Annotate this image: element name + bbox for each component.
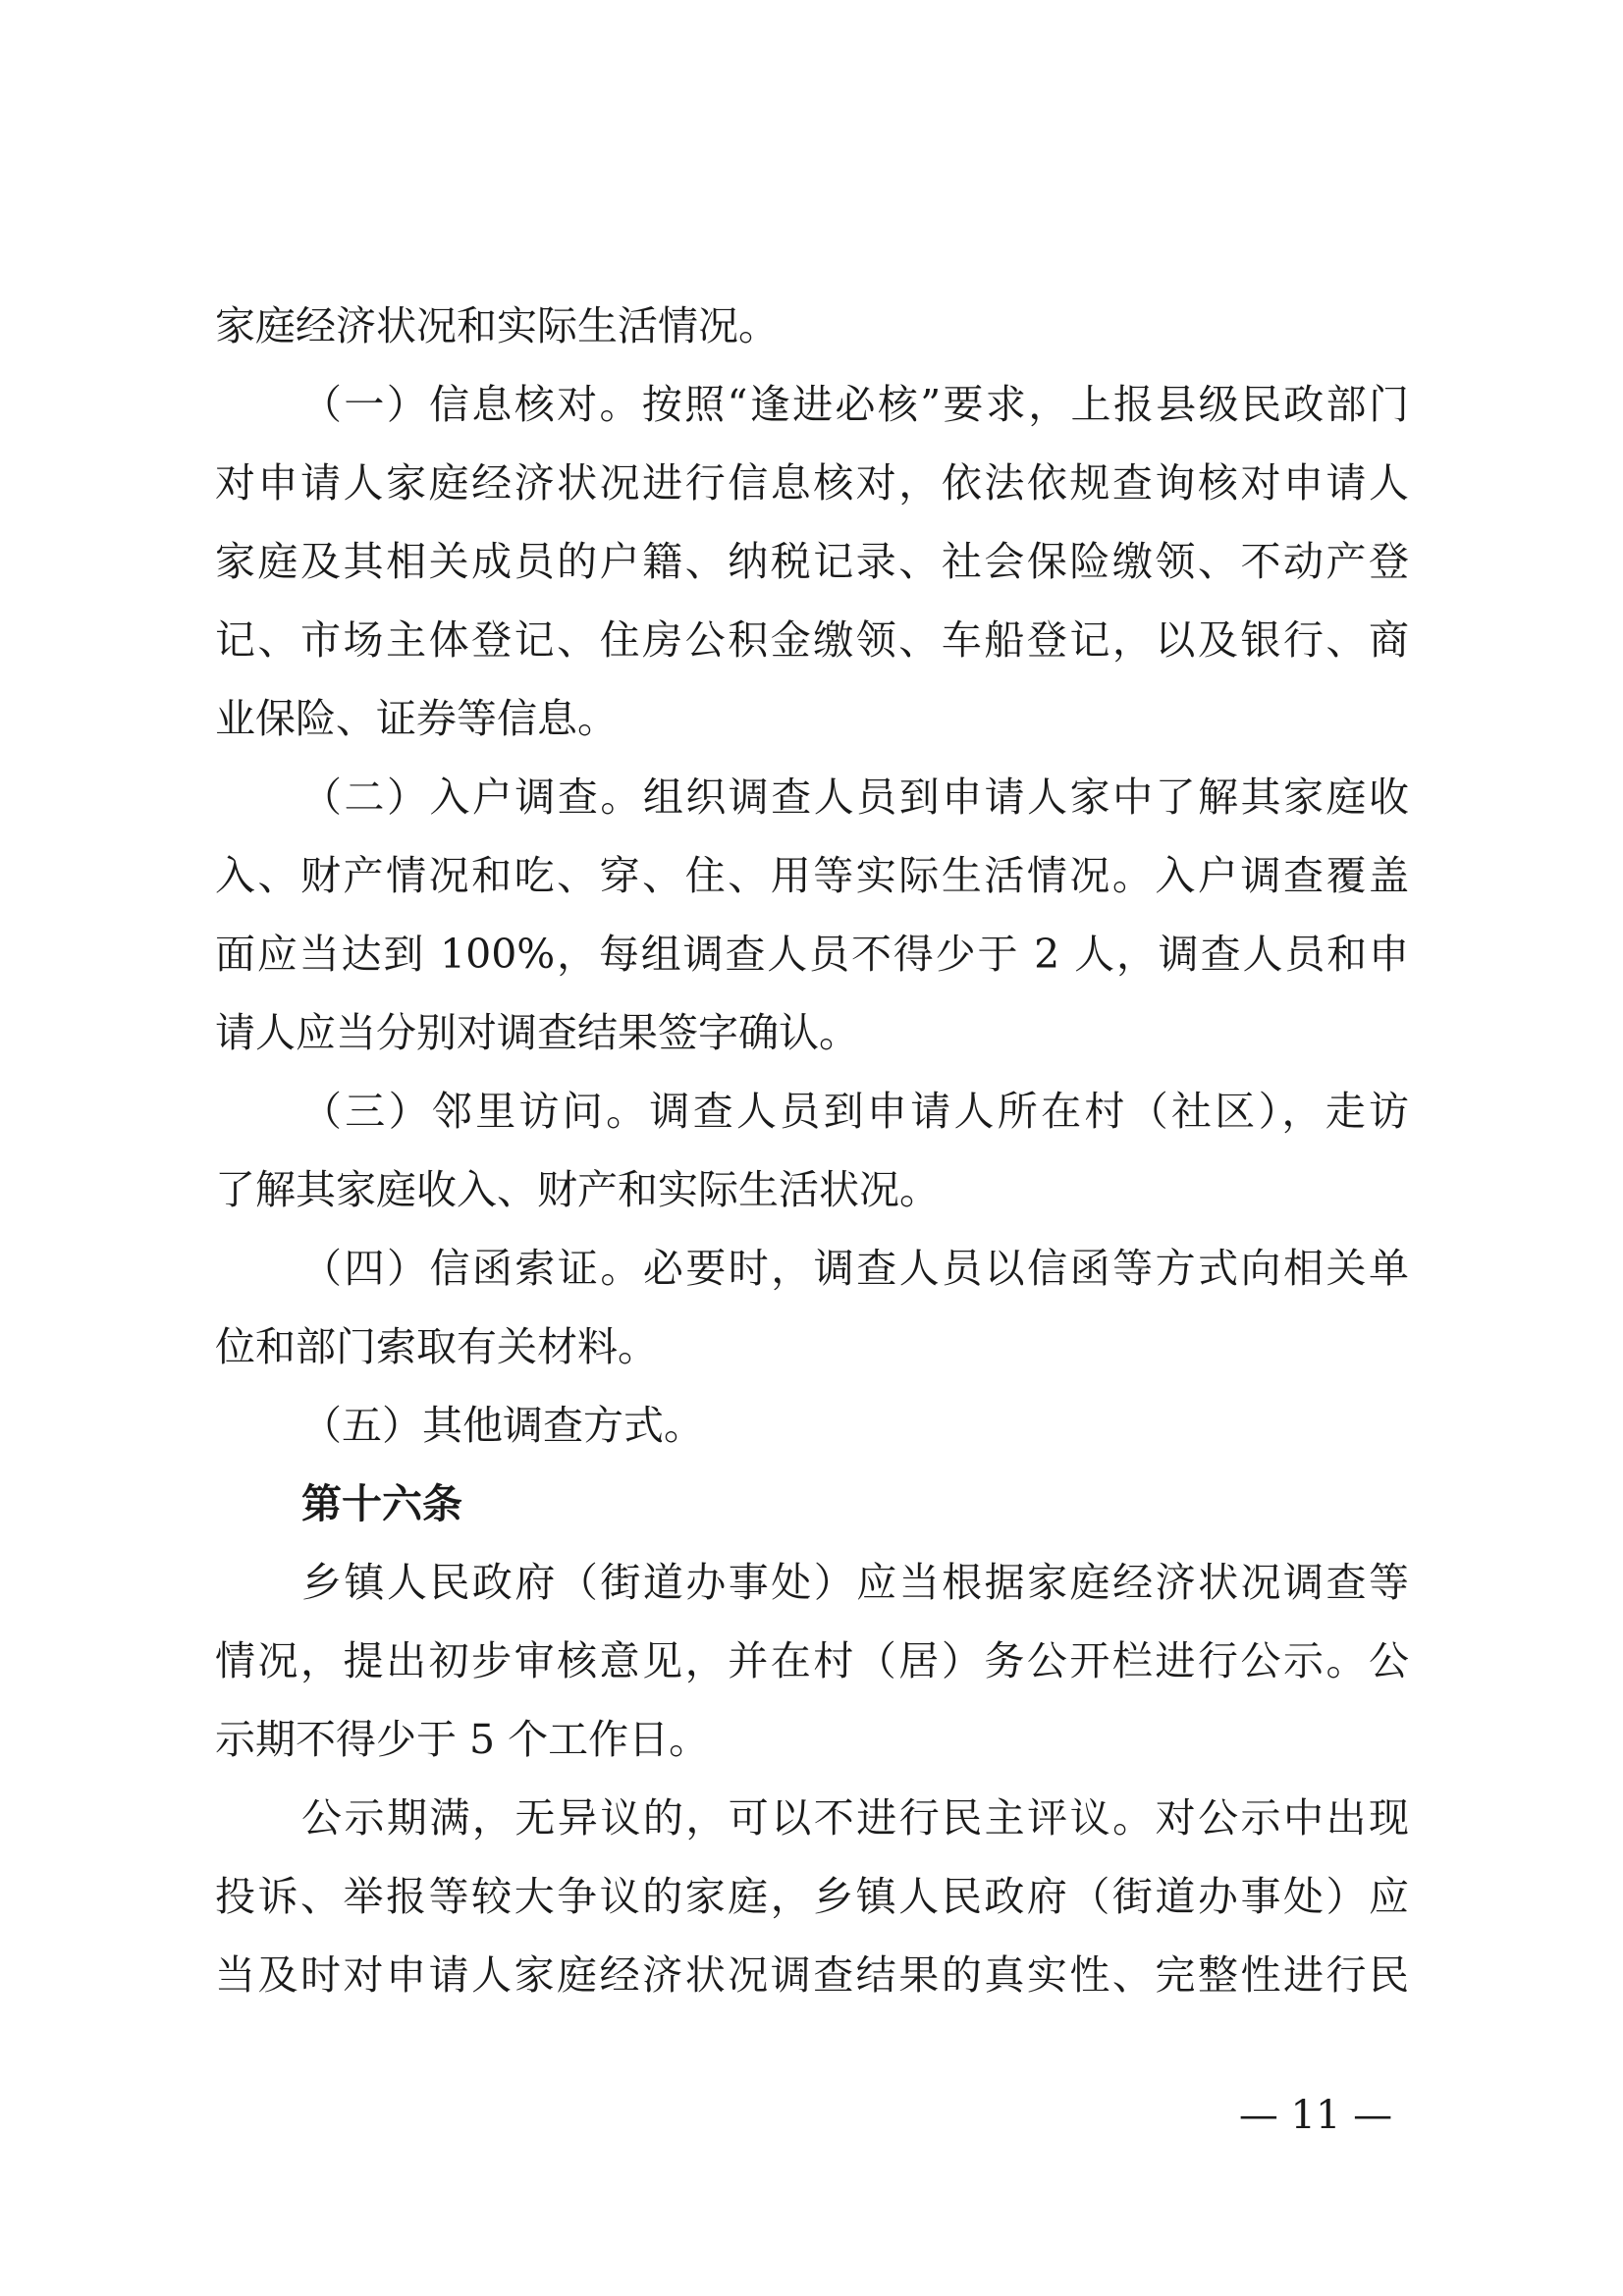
text-line: （一）信息核对。按照“逢进必核”要求，上报县级民政部门 — [301, 381, 1409, 428]
text-line: 业保险、证券等信息。 — [215, 695, 618, 742]
text-line: 投诉、举报等较大争议的家庭，乡镇人民政府（街道办事处）应 — [215, 1873, 1409, 1920]
text-line: （五）其他调查方式。 — [301, 1402, 704, 1449]
text-line: 对申请人家庭经济状况进行信息核对，依法依规查询核对申请人 — [215, 459, 1409, 507]
text-line: 记、市场主体登记、住房公积金缴领、车船登记，以及银行、商 — [215, 616, 1409, 664]
text-line: 入、财产情况和吃、穿、住、用等实际生活情况。入户调查覆盖 — [215, 852, 1409, 899]
text-line: 当及时对申请人家庭经济状况调查结果的真实性、完整性进行民 — [215, 1951, 1409, 1999]
text-line: （三）邻里访问。调查人员到申请人所在村（社区），走访 — [301, 1088, 1409, 1135]
page-number: — 11 — — [1238, 2093, 1393, 2138]
text-line: （四）信函索证。必要时，调查人员以信函等方式向相关单 — [301, 1245, 1409, 1292]
text-line: 情况，提出初步审核意见，并在村（居）务公开栏进行公示。公 — [215, 1637, 1409, 1684]
text-line: 公示期满，无异议的，可以不进行民主评议。对公示中出现 — [301, 1794, 1409, 1842]
body-text — [215, 287, 1409, 2014]
text-line: 位和部门索取有关材料。 — [215, 1323, 658, 1370]
text-line: 请人应当分别对调查结果签字确认。 — [215, 1009, 859, 1056]
text-line: 示期不得少于 5 个工作日。 — [215, 1716, 710, 1763]
article-heading: 第十六条 — [301, 1480, 462, 1527]
text-line: （二）入户调查。组织调查人员到申请人家中了解其家庭收 — [301, 774, 1409, 821]
text-line: 了解其家庭收入、财产和实际生活状况。 — [215, 1166, 940, 1213]
text-line: 乡镇人民政府（街道办事处）应当根据家庭经济状况调查等 — [301, 1559, 1409, 1606]
text-line: 面应当达到 100%，每组调查人员不得少于 2 人，调查人员和申 — [215, 931, 1409, 978]
text-line: 家庭经济状况和实际生活情况。 — [215, 302, 779, 349]
text-line: 家庭及其相关成员的户籍、纳税记录、社会保险缴领、不动产登 — [215, 538, 1409, 585]
